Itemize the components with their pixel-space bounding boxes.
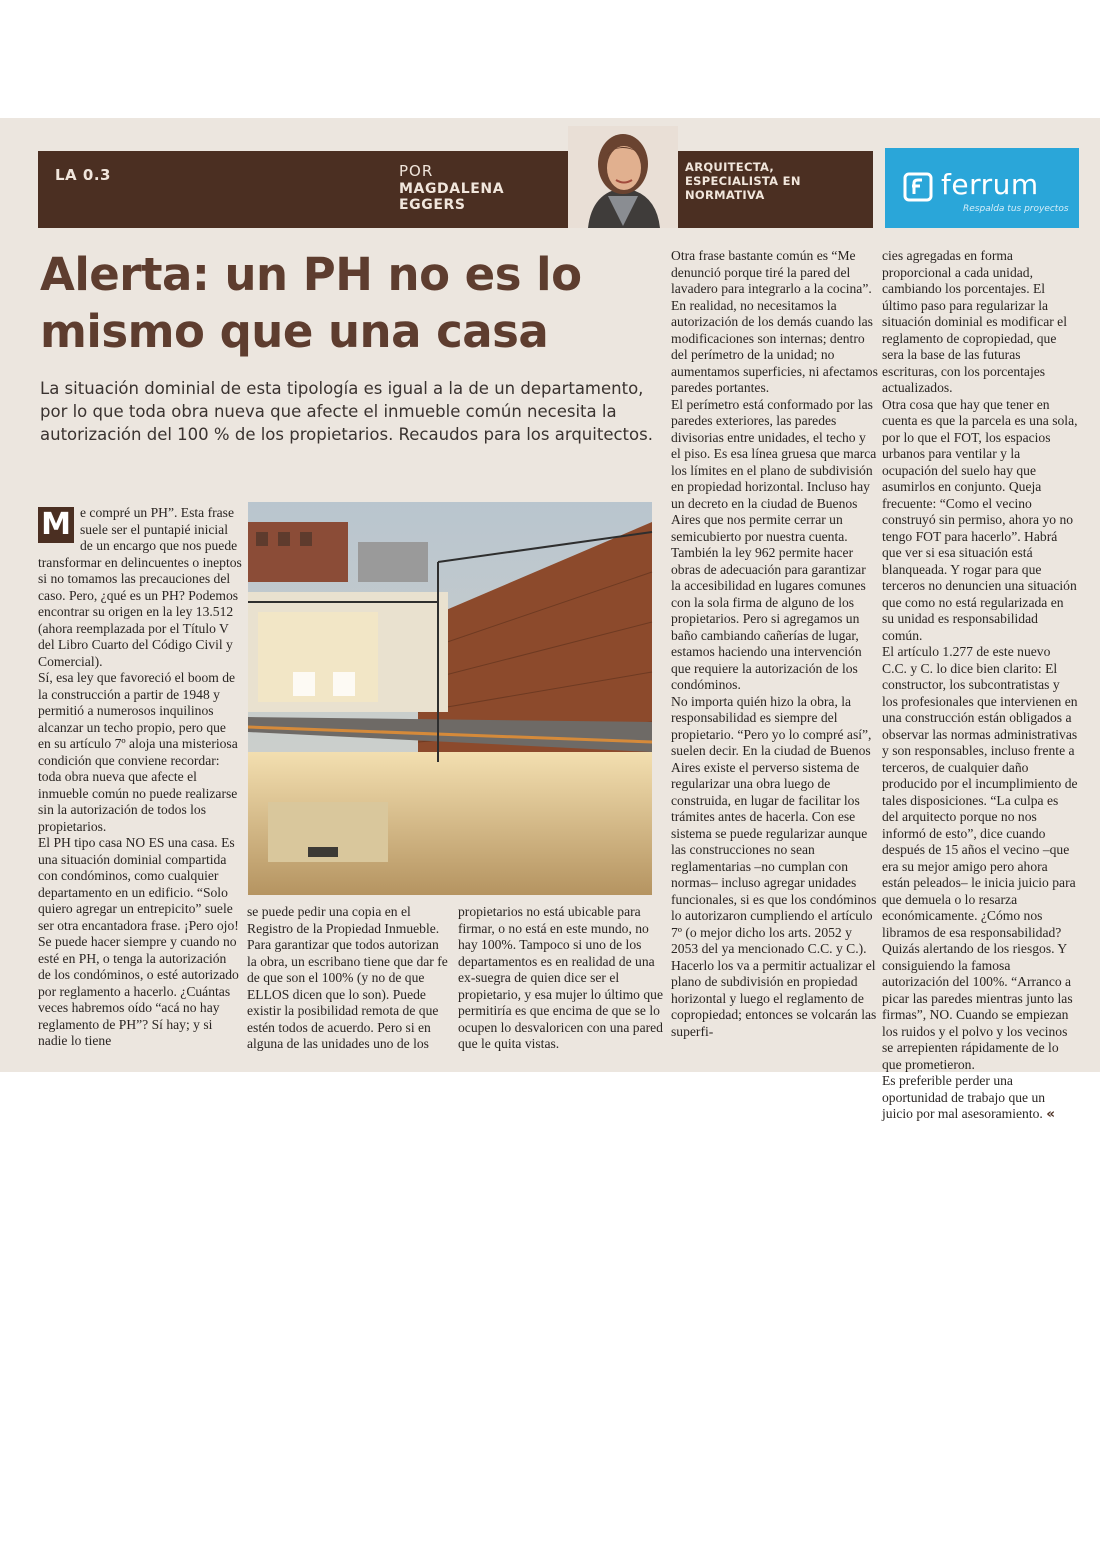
headline: Alerta: un PH no es lo mismo que una casa — [40, 248, 582, 358]
paragraph: El artículo 1.277 de este nuevo C.C. y C. lo dice bien clarito: El constructor, los subcontratistas y los profesionales que intervienen en una construcción están obligados a observar las normas administrativas y son responsables, incluso frente a terceros, de cualquier daño producido por el incumplimiento de tales disposiciones. “La culpa es del arquitecto porque no nos informó de esto”, dice cuando después de 15 años el vecino –que era su mejor amigo pero ahora están peleados– le inicia juicio para que demuela o lo resarza económicamente. ¿Cómo nos libramos de esa responsabilidad? Quizás alertando de los riesgos. Y consiguiendo la famosa autorización del 100%. “Arranco a picar las paredes mientras junto las firmas”, NO. Cuando se empiezan los ruidos y el polvo y los vecinos se arrepienten rápidamente de lo que prometieron. — [882, 644, 1078, 1072]
drop-cap: M — [38, 507, 74, 543]
newspaper-clipping — [0, 118, 1100, 1122]
author-role: ARQUITECTA, ESPECIALISTA EN NORMATIVA — [685, 160, 801, 202]
sponsor-tagline: Respalda tus proyectos — [963, 204, 1069, 214]
paragraph: propietarios no está ubicable para firmar, o no está en este mundo, no hay 100%. Tampoco si uno de los departamentos es en realidad de una ex-suegra de quien dice ser el propietario, y esa mujer lo último que permitiría es que encima de que se lo ocupen lo desvaloricen con una pared que le quita vistas. — [458, 904, 663, 1051]
body-column-4 — [671, 248, 878, 1040]
paragraph: M e compré un PH”. Esta frase suele ser el puntapié inicial de un encargo que nos puede transformar en delincuentes o ineptos si no tomamos las precauciones del caso. Pero, ¿qué es un PH? Podemos encontrar su origen en la ley 13.512 (ahora reemplazada por el Título V del Libro Cuarto del Código Civil y Comercial). — [38, 505, 242, 669]
paragraph: El perímetro está conformado por las paredes exteriores, las paredes divisorias entre unidades, el techo y el piso. Es esa línea gruesa que marca los límites en el plano de subdivisión en propiedad horizontal. Incluso hay un decreto en la ciudad de Buenos Aires que nos permite cerrar un semicubierto por nuestra cuenta. También la ley 962 permite hacer obras de adecuación para garantizar la accesibilidad en lugares comunes con la sola firma de alguno de los propietarios. Pero si agregamos un baño cambiando cañerías de lugar, estamos haciendo una intervención que requiere la autorización de los condóminos. — [671, 396, 877, 692]
end-mark: « — [1046, 1106, 1056, 1122]
paragraph: Es preferible perder una oportunidad de trabajo que un juicio por mal asesoramiento. « — [882, 1073, 1056, 1122]
body-column-5 — [882, 248, 1078, 1123]
paragraph: se puede pedir una copia en el Registro de la Propiedad Inmueble. Para garantizar que todos autorizan la obra, un escribano tiene que dar fe de que son el 100% (y no de que ELLOS dicen que lo son). Puede existir la posibilidad remota de que estén todos de acuerdo. Pero si en alguna de las unidades uno de los — [247, 904, 448, 1051]
paragraph: Otra frase bastante común es “Me denunció porque tiré la pared del lavadero para integrarlo a la cocina”. En realidad, no necesitamos la autorización de los demás cuando las modificaciones son internas; dentro del perímetro de la unidad; no aumentamos superficies, ni afectamos paredes portantes. — [671, 248, 878, 395]
author-portrait — [568, 126, 678, 228]
paragraph: Sí, esa ley que favoreció el boom de la construcción a partir de 1948 y permitió a numerosos inquilinos alcanzar un techo propio, pero que en su artículo 7º aloja una misteriosa condición que conviene recordar: toda obra nueva que afecte el inmueble común no puede realizarse sin la autorización de todos los propietarios. — [38, 670, 238, 834]
section-name: LA 0.3 — [55, 166, 111, 184]
ferrum-logo-icon — [903, 172, 933, 202]
body-column-2 — [247, 904, 450, 1053]
byline-label: POR — [399, 162, 434, 180]
paragraph: Otra cosa que hay que tener en cuenta es que la parcela es una sola, por lo que el FOT, los espacios urbanos para ventilar y la ocupación del suelo hay que asumirlos en conjunto. Queja frecuente: “Como el vecino construyó sin permiso, ahora yo no tengo FOT para hacerlo”. Habrá que ver si esa situación está blanqueada. Y rogar para que terceros no denuncien una situación que como no está regularizada en su unidad es responsabilidad común. — [882, 396, 1078, 643]
paragraph: No importa quién hizo la obra, la responsabilidad es siempre del propietario. “Pero yo lo compré así”, suelen decir. En la ciudad de Buenos Aires existe el perverso sistema de regularizar una obra luego de construida, en lugar de facilitar los trámites antes de hacerla. Con ese sistema se puede regularizar aunque las construcciones no sean reglamentarias –no cumplan con normas– incluso agregar unidades funcionales, si es que los condóminos lo autorizaron cumpliendo el artículo 7º (o mejor dicho los arts. 2052 y 2053 del ya mencionado C.C. y C.). Hacerlo los va a permitir actualizar el plano de subdivisión en propiedad horizontal y luego el reglamento de copropiedad; entonces se volcarán las superfi- — [671, 693, 877, 1039]
article-photo — [248, 502, 652, 895]
paragraph: El PH tipo casa NO ES una casa. Es una situación dominial compartida con condóminos, como cualquier departamento en un edificio. “Solo quiero agregar un entrepicito” suele ser otra encantadora frase. ¡Pero ojo! Se puede hacer siempre y cuando no esté en PH, o tenga la autorización de los condóminos, o esté autorizado por reglamento a hacerlo. ¿Cuántas veces habremos oído “acá no hay reglamento de PH”? Sí hay; y si nadie lo tiene — [38, 835, 239, 1048]
body-column-1 — [38, 505, 242, 1050]
sponsor-box — [885, 148, 1079, 228]
paragraph: cies agregadas en forma proporcional a cada unidad, cambiando los porcentajes. El último paso para regularizar la situación dominial es modificar el reglamento de copropiedad, que sera la base de las futuras escrituras, con los porcentajes actualizados. — [882, 248, 1067, 395]
body-column-3 — [458, 904, 664, 1053]
deck: La situación dominial de esta tipología es igual a la de un departamento, por lo que toda obra nueva que afecte el inmueble común necesita la autorización del 100 % de los propietarios. Recaudos para los arquitectos. — [40, 379, 653, 444]
sponsor-name: ferrum — [941, 168, 1039, 201]
author-name: MAGDALENA EGGERS — [399, 181, 505, 213]
